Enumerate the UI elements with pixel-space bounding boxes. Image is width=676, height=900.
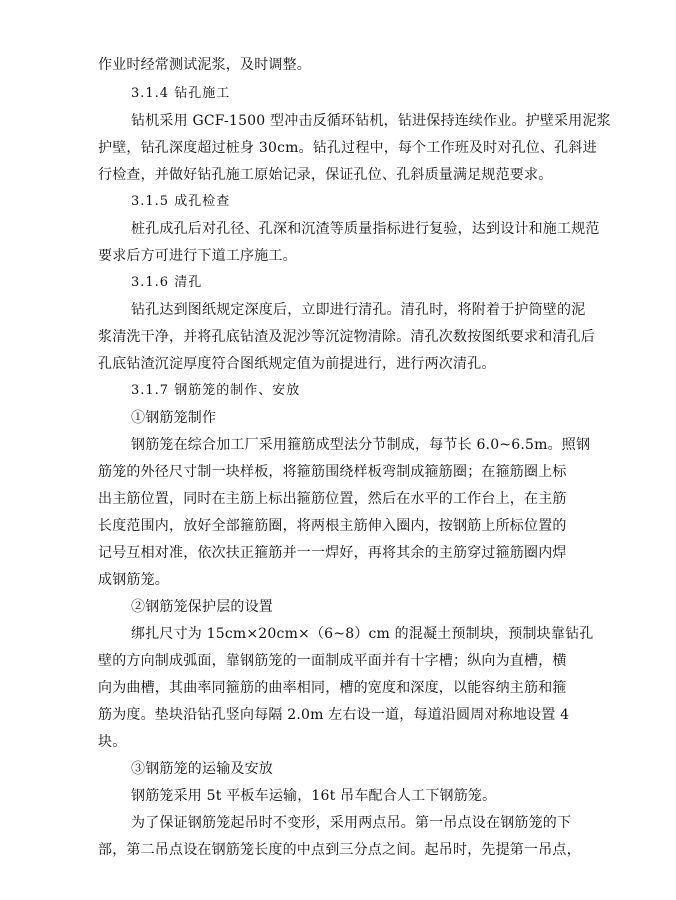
paragraph-line: 浆清洗干净，并将孔底钻渣及泥沙等沉淀物清除。清孔次数按图纸要求和清孔后	[98, 329, 595, 345]
paragraph-line: 钢筋笼在综合加工厂采用箍筋成型法分节制成，每节长 6.0~6.5m。照钢	[131, 437, 591, 453]
subsection-heading: ①钢筋笼制作	[131, 410, 217, 426]
section-heading-3-1-5: 3.1.5 成孔检查	[131, 194, 231, 209]
section-heading-3-1-7: 3.1.7 钢筋笼的制作、安放	[131, 383, 301, 398]
paragraph-line: 钻孔达到图纸规定深度后，立即进行清孔。清孔时，将附着于护筒壁的泥	[131, 302, 586, 318]
paragraph-line: 护壁，钻孔深度超过桩身 30cm。钻孔过程中，每个工作班及时对孔位、孔斜进	[98, 140, 597, 156]
paragraph-line: 要求后方可进行下道工序施工。	[98, 248, 297, 264]
paragraph-line: 行检查，并做好钻孔施工原始记录，保证孔位、孔斜质量满足规范要求。	[98, 167, 553, 183]
paragraph-line: 钻机采用 GCF-1500 型冲击反循环钻机，钻进保持连续作业。护壁采用泥浆	[131, 113, 611, 129]
section-heading-3-1-4: 3.1.4 钻孔施工	[131, 86, 231, 101]
paragraph-line: 筋笼的外径尺寸制一块样板，将箍筋围绕样板弯制成箍筋圈；在箍筋圈上标	[98, 464, 567, 480]
paragraph-line: 长度范围内，放好全部箍筋圈，将两根主筋伸入圈内，按钢筋上所标位置的	[98, 518, 567, 534]
paragraph-line: 钢筋笼采用 5t 平板车运输，16t 吊车配合人工下钢筋笼。	[131, 788, 497, 804]
paragraph-line: 部，第二吊点设在钢筋笼长度的中点到三分点之间。起吊时，先提第一吊点，	[98, 842, 581, 858]
paragraph-line: 绑扎尺寸为 15cm×20cm×（6~8）cm 的混凝土预制块，预制块靠钻孔	[131, 626, 594, 642]
paragraph-line: 为了保证钢筋笼起吊时不变形，采用两点吊。第一吊点设在钢筋笼的下	[131, 815, 572, 831]
paragraph-line: 孔底钻渣沉淀厚度符合图纸规定值为前提进行，进行两次清孔。	[98, 356, 496, 372]
paragraph-line: 向为曲槽，其曲率同箍筋的曲率相同，槽的宽度和深度，以能容纳主筋和箍	[98, 680, 567, 696]
section-heading-3-1-6: 3.1.6 清孔	[131, 275, 203, 290]
paragraph-line: 桩孔成孔后对孔径、孔深和沉渣等质量指标进行复验，达到设计和施工规范	[131, 221, 600, 237]
paragraph-line: 成钢筋笼。	[98, 572, 169, 588]
paragraph-line: 块。	[98, 734, 127, 750]
paragraph-line: 出主筋位置，同时在主筋上标出箍筋位置，然后在水平的工作台上，在主筋	[98, 491, 567, 507]
paragraph-line: 壁的方向制成弧面，靠钢筋笼的一面制成平面并有十字槽；纵向为直槽，横	[98, 653, 567, 669]
subsection-heading: ③钢筋笼的运输及安放	[131, 761, 273, 777]
paragraph-line: 记号互相对准，依次扶正箍筋并一一焊好，再将其余的主筋穿过箍筋圈内焊	[98, 545, 567, 561]
paragraph-line: 作业时经常测试泥浆，及时调整。	[98, 57, 311, 73]
subsection-heading: ②钢筋笼保护层的设置	[131, 599, 273, 615]
paragraph-line: 筋为度。垫块沿钻孔竖向每隔 2.0m 左右设一道，每道沿圆周对称地设置 4	[98, 707, 570, 723]
